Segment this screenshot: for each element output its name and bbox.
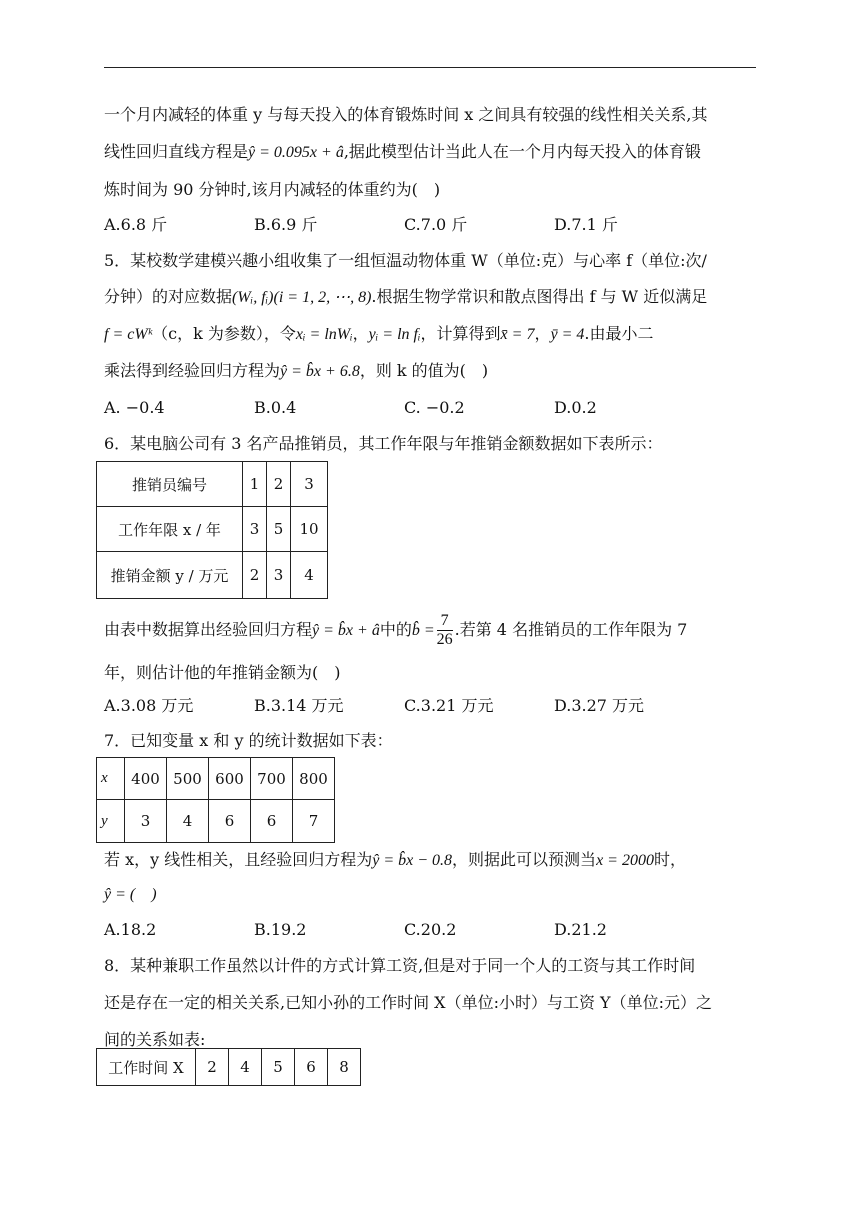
table-row: 工作时间 X 2 4 5 6 8: [97, 1049, 361, 1086]
q5-line4: 乘法得到经验回归方程为ŷ = b̂x + 6.8，则 k 的值为( ): [104, 361, 489, 380]
q7-line1: 7．已知变量 x 和 y 的统计数据如下表：: [104, 731, 393, 750]
q6-option-c: C.3.21 万元: [404, 696, 494, 715]
q5-line1: 5．某校数学建模兴趣小组收集了一组恒温动物体重 W（单位:克）与心率 f（单位:次/: [104, 251, 707, 270]
table-row: x 400 500 600 700 800: [97, 758, 335, 800]
q4-option-a: A.6.8 斤: [104, 215, 168, 234]
header-rule: [104, 67, 756, 68]
q7-table: [96, 757, 335, 843]
q4-option-c: C.7.0 斤: [404, 215, 468, 234]
table-row: 推销金额 y / 万元 2 3 4: [97, 552, 328, 599]
q7-option-b: B.19.2: [254, 920, 307, 939]
q6-line2: 由表中数据算出经验回归方程ŷ = b̂x + â中的b̂ = $\frac{7}{26}$ .若第 4 名推销员的工作年限为 7: [104, 612, 688, 648]
q5-option-c: C. −0.2: [404, 398, 465, 417]
q5-option-d: D.0.2: [554, 398, 597, 417]
q5-option-a: A. −0.4: [104, 398, 165, 417]
q8-line1: 8．某种兼职工作虽然以计件的方式计算工资,但是对于同一个人的工资与其工作时间: [104, 956, 696, 975]
q7-line2: 若 x，y 线性相关，且经验回归方程为ŷ = b̂x − 0.8，则据此可以预测当x = 2000时，: [104, 850, 686, 869]
q6-line3: 年，则估计他的年推销金额为( ): [104, 663, 341, 682]
q8-line2: 还是存在一定的相关关系,已知小孙的工作时间 X（单位:小时）与工资 Y（单位:元）之: [104, 993, 712, 1012]
q4-option-d: D.7.1 斤: [554, 215, 618, 234]
q5-line2: 分钟）的对应数据(Wᵢ, fᵢ)(i = 1, 2, ⋯, 8).根据生物学常识和散点图得出 f 与 W 近似满足: [104, 287, 708, 306]
q7-line3: ŷ = ( ): [104, 886, 157, 903]
table-row: y 3 4 6 6 7: [97, 800, 335, 843]
q5-option-b: B.0.4: [254, 398, 297, 417]
q5-line3: f = cWᵏ（c，k 为参数），令xᵢ = lnWᵢ，yᵢ = ln fᵢ，计算得到x̄ = 7，ȳ = 4.由最小二: [104, 324, 654, 343]
q4-line3: 炼时间为 90 分钟时,该月内减轻的体重约为( ): [104, 180, 441, 199]
q7-option-c: C.20.2: [404, 920, 457, 939]
q4-line2: 线性回归直线方程是ŷ = 0.095x + â,据此模型估计当此人在一个月内每天投入的体育锻: [104, 142, 701, 161]
q6-option-b: B.3.14 万元: [254, 696, 344, 715]
q8-line3: 间的关系如表:: [104, 1030, 206, 1049]
q8-table: [96, 1048, 361, 1086]
q7-option-d: D.21.2: [554, 920, 607, 939]
q7-option-a: A.18.2: [104, 920, 157, 939]
regression-equation: ŷ = 0.095x + â: [248, 144, 344, 161]
q6-option-a: A.3.08 万元: [104, 696, 194, 715]
fraction: $\frac{7}{26}$: [436, 612, 453, 648]
q6-line1: 6．某电脑公司有 3 名产品推销员，其工作年限与年推销金额数据如下表所示：: [104, 434, 663, 453]
table-row: 工作年限 x / 年 3 5 10: [97, 507, 328, 552]
q6-option-d: D.3.27 万元: [554, 696, 645, 715]
q4-option-b: B.6.9 斤: [254, 215, 318, 234]
q4-line1: 一个月内减轻的体重 y 与每天投入的体育锻炼时间 x 之间具有较强的线性相关关系,其: [104, 105, 708, 124]
q6-table: [96, 461, 328, 599]
table-row: 推销员编号 1 2 3: [97, 462, 328, 507]
